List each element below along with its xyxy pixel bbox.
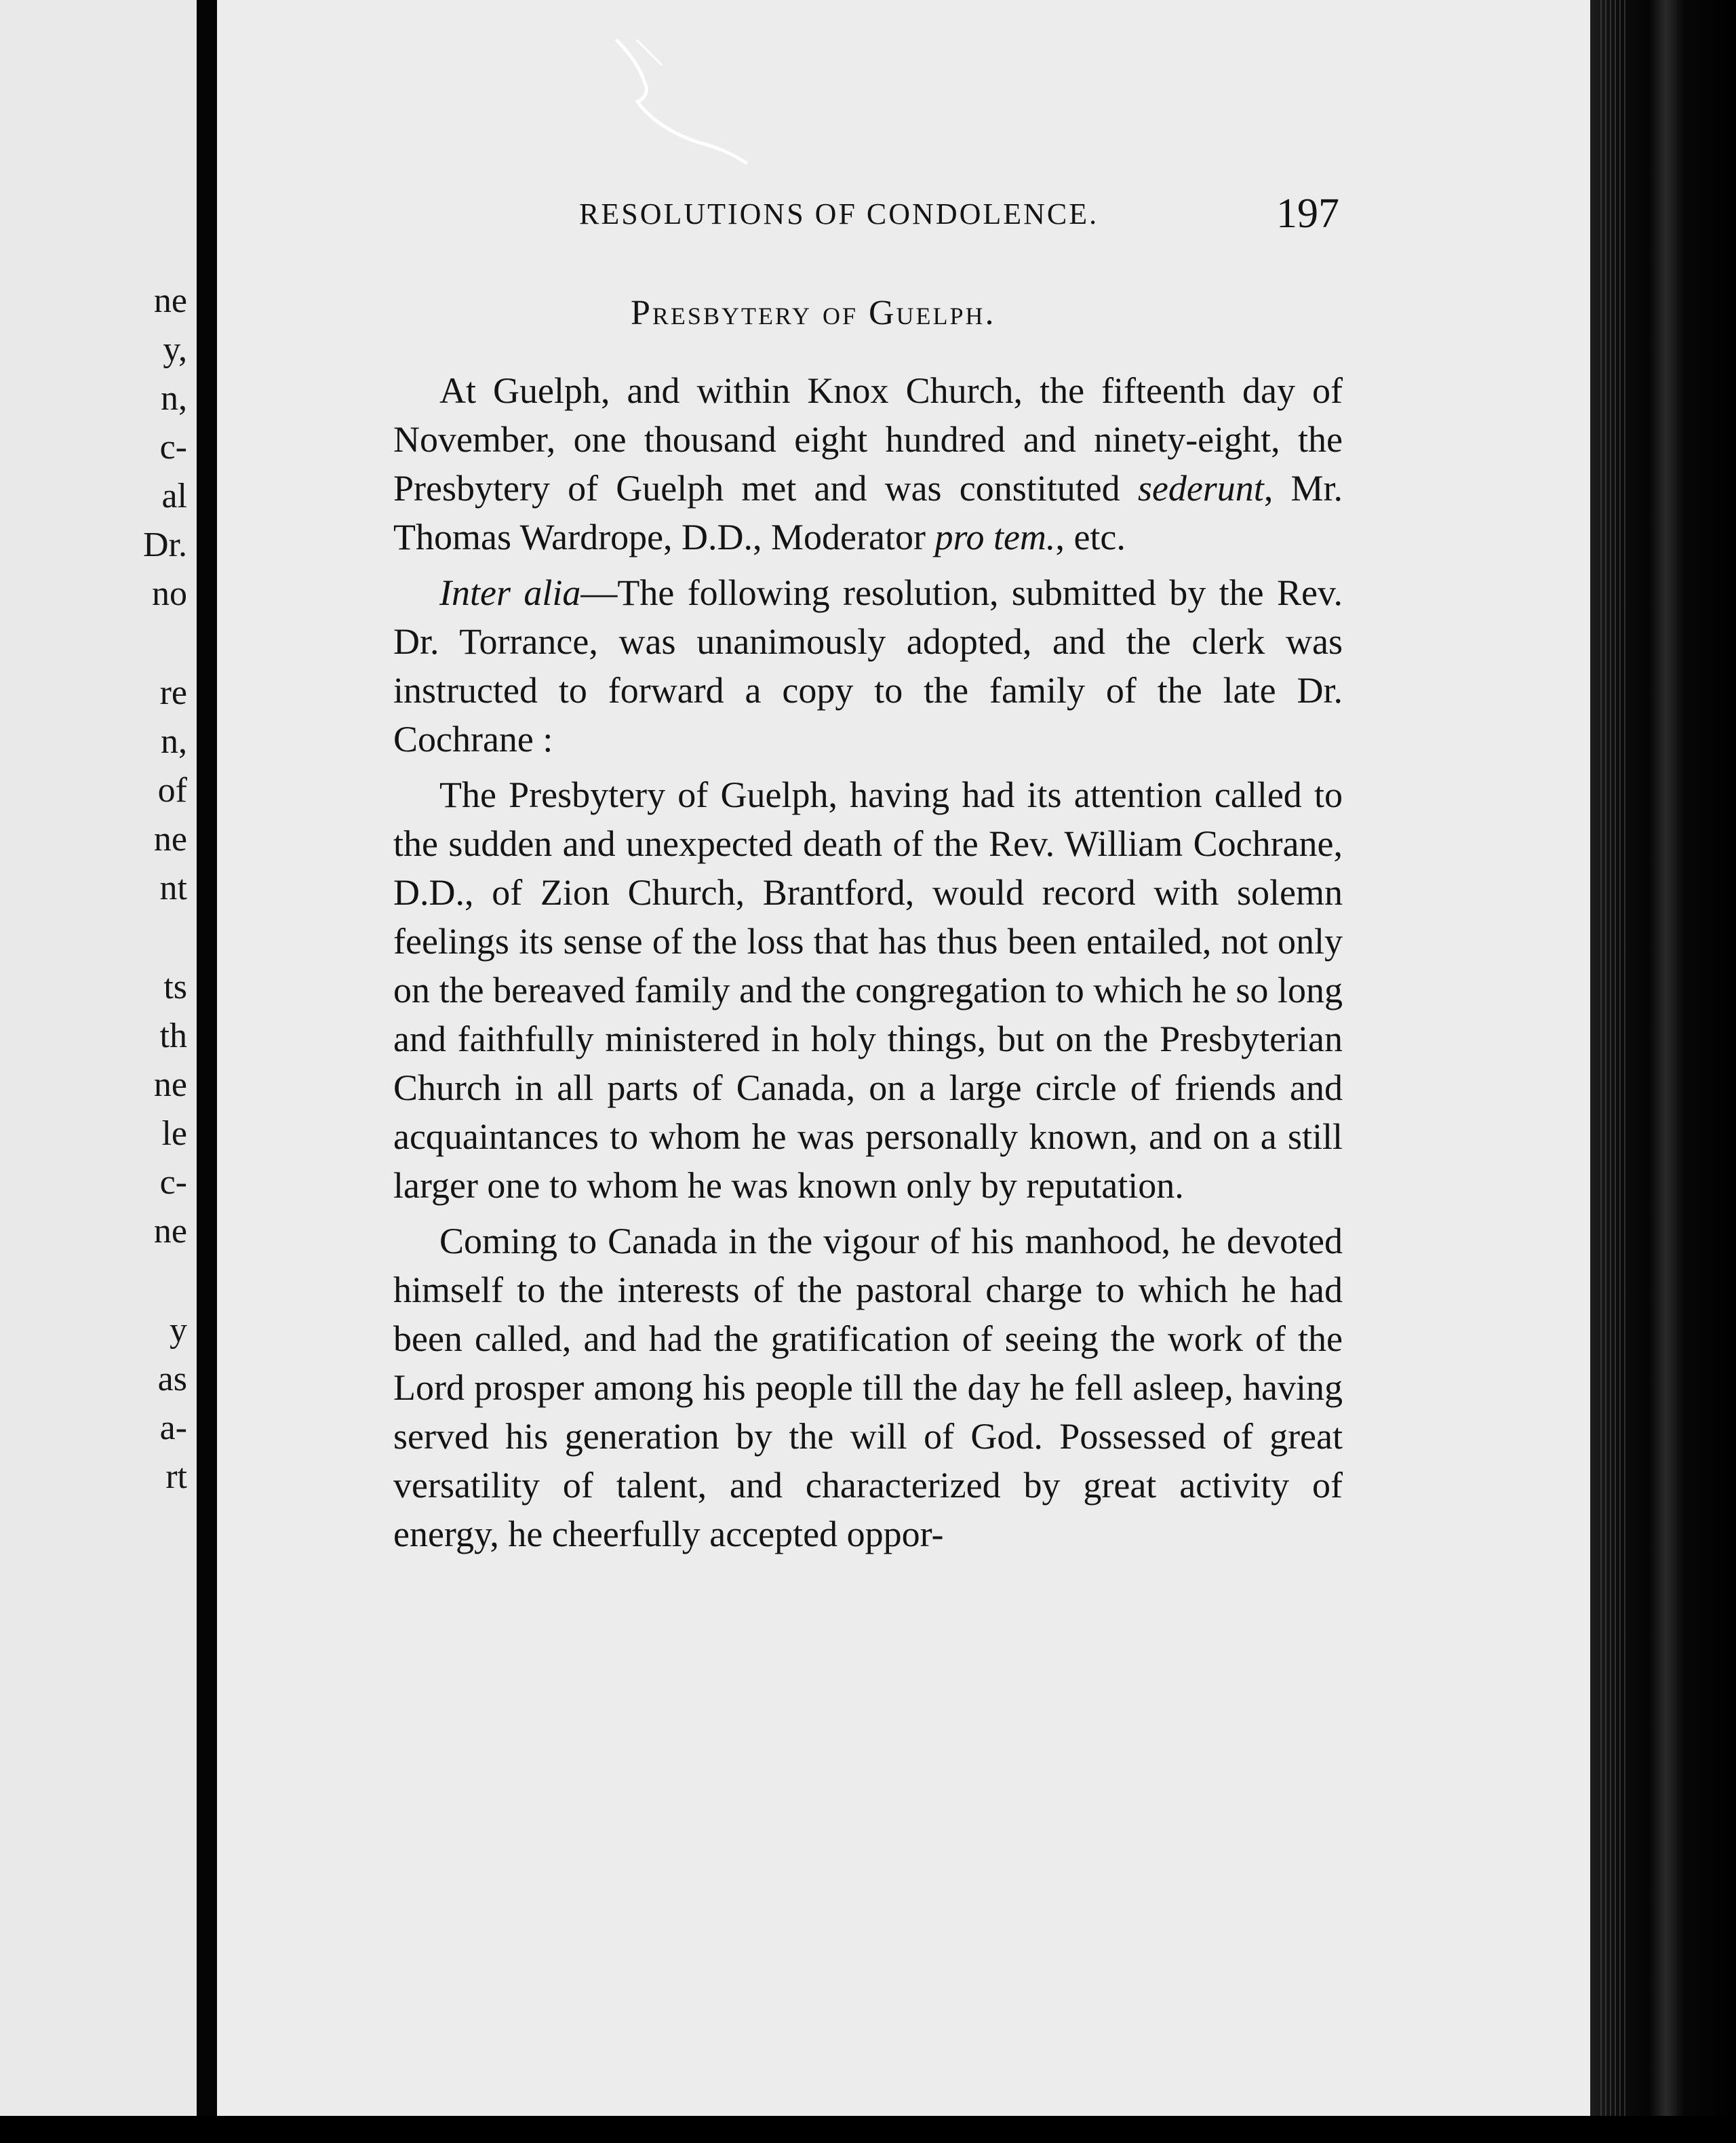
facing-page-fragment: n, <box>161 722 187 761</box>
body-text <box>393 366 1343 1565</box>
facing-page-fragment: c- <box>159 428 187 467</box>
facing-page-fragment: y <box>170 1311 187 1350</box>
page-edges <box>1600 0 1628 2143</box>
facing-page-fragment: n, <box>161 379 187 418</box>
section-title: Presbytery of Guelph. <box>631 294 996 332</box>
running-head: RESOLUTIONS OF CONDOLENCE. <box>579 197 1099 231</box>
paragraph-4-text: Coming to Canada in the vigour of his manhood, he devoted himself to the interests of the pastoral charge to which he had been called, and had the gratification of seeing the work of the Lord prosper among his people till the day he fell asleep, having served his generation by the will of God. Possessed of great versatility of talent, and characterized by great activity of energy, he cheerfully accepted oppor- <box>393 1221 1343 1554</box>
paragraph-1-end: , etc. <box>1055 517 1126 557</box>
facing-page-fragment: as <box>157 1360 187 1398</box>
paragraph-1-text: At Guelph, and within Knox Church, the fifteenth day of November, one thousand eight hundred and ninety-eight, the Presbytery of Guelph met and was constituted <box>393 370 1343 509</box>
facing-page-left <box>0 0 197 2143</box>
book-gutter <box>197 0 217 2143</box>
facing-page-fragment: al <box>161 477 187 515</box>
paragraph-2 <box>393 568 1343 764</box>
paragraph-3-text: The Presbytery of Guelph, having had its attention called to the sudden and unexpected death of the Rev. William Cochrane, D.D., of Zion Church, Brantford, would record with solemn feelings its sense of the loss that has thus been entailed, not only on the bereaved family and the congregation to which he so long and faithfully ministered in holy things, but on the Presbyterian Church in all parts of Canada, on a large circle of friends and acquaintances to whom he was personally known, and on a still larger one to whom he was known only by reputation. <box>393 774 1343 1206</box>
paragraph-2-italic-inter-alia: Inter alia <box>439 572 581 613</box>
paragraph-1-italic-pro-tem: pro tem. <box>934 517 1056 557</box>
scan-scratch-mark <box>597 27 760 190</box>
facing-page-fragment: ne <box>153 820 187 859</box>
paragraph-4 <box>393 1217 1343 1558</box>
facing-page-fragment: ts <box>163 968 187 1006</box>
facing-page-fragment: of <box>157 771 187 810</box>
paragraph-1-italic-sederunt: sederunt <box>1137 468 1264 509</box>
facing-page-fragment: y, <box>163 330 187 369</box>
scan-bottom-border <box>0 2116 1736 2143</box>
facing-page-fragment: le <box>161 1114 187 1153</box>
facing-page-fragment: ne <box>153 1212 187 1251</box>
page-number: 197 <box>1276 191 1339 237</box>
facing-page-fragment: nt <box>159 869 187 907</box>
paragraph-1-mid: , Mr. Thomas Wardrope, D.D., Moderator <box>393 468 1343 557</box>
paragraph-3 <box>393 770 1343 1210</box>
facing-page-fragment: c- <box>159 1163 187 1202</box>
paragraph-2-text: —The following resolution, submitted by the Rev. Dr. Torrance, was unanimously adopted, and the clerk was instructed to forward a copy to the family of the late Dr. Cochrane : <box>393 572 1343 760</box>
facing-page-fragment: re <box>159 673 187 712</box>
facing-page-fragment: rt <box>165 1457 187 1496</box>
facing-page-fragment: th <box>159 1017 187 1055</box>
facing-page-fragment: ne <box>153 281 187 320</box>
facing-page-fragment: Dr. <box>143 526 187 564</box>
facing-page-fragment: a- <box>159 1409 187 1447</box>
facing-page-fragment: ne <box>153 1065 187 1104</box>
facing-page-fragment: no <box>152 574 187 613</box>
paragraph-1 <box>393 366 1343 562</box>
